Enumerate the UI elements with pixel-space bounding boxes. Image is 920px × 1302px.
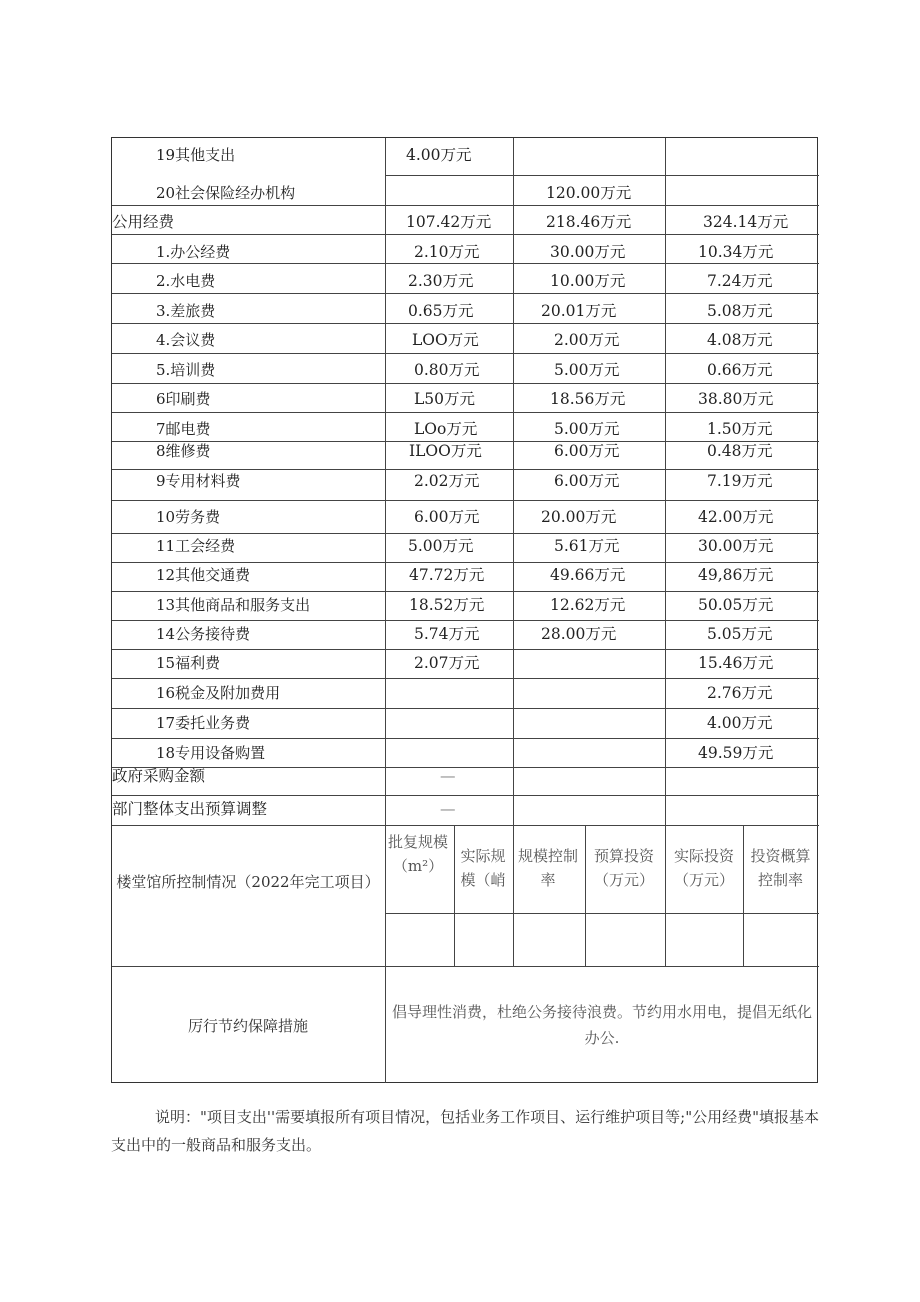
row-label: 14公务接待费 [156,625,251,643]
cell-value: LOO万元 [412,331,479,349]
cell-value: 30.00万元 [550,243,626,261]
cell-value: 6.00万元 [554,472,620,490]
row-label: 10劳务费 [156,508,221,526]
cell-value: 38.80万元 [698,390,774,408]
cell-value: 324.14万元 [703,213,789,231]
cell-value: 5.00万元 [554,361,620,379]
cell-value: 0.65万元 [408,302,474,320]
row-label: 11工会经费 [156,537,236,555]
cell-value: 1.50万元 [707,420,773,438]
row-label: 5.培训费 [156,361,216,379]
header-actual-scale: 实际规模（峭 [460,847,506,889]
cell-value: 4.08万元 [707,331,773,349]
table-note: 说明："项目支出''需要填报所有项目情况，包括业务工作项目、运行维护项目等;"公用经费"填报基本支出中的一般商品和服务支出。 [111,1108,820,1154]
row-label: 3.差旅费 [156,302,216,320]
cell-value: 20.00万元 [541,508,617,526]
cell-value: 28.00万元 [541,625,617,643]
cell-value: 5.08万元 [707,302,773,320]
row-label: 18专用设备购置 [156,744,266,762]
row-label: 9专用材料费 [156,472,241,490]
row-label: 部门整体支出预算调整 [112,800,268,818]
cell-value: 0.80万元 [414,361,480,379]
header-approved-scale: 批复规模（m²） [387,833,448,875]
row-label: 8维修费 [156,442,211,460]
cell-value: L50万元 [414,390,476,408]
row-label: 12其他交通费 [156,566,251,584]
row-label: 2.水电费 [156,272,216,290]
cell-value: 2.00万元 [554,331,620,349]
cell-value: 6.00万元 [554,442,620,460]
saving-measures-text: 倡导理性消费，杜绝公务接待浪费。节约用水用电，提倡无纸化办公. [391,1003,812,1047]
cell-value: 15.46万元 [698,654,774,672]
row-label: 16税金及附加费用 [156,684,281,702]
cell-value: 2.07万元 [414,654,480,672]
cell-value: 4.00万元 [707,714,773,732]
cell-value: ILOO万元 [409,442,482,460]
cell-value: 107.42万元 [406,213,492,231]
cell-value: 10.00万元 [550,272,626,290]
row-label: 政府采购金额 [112,767,206,785]
cell-value: 49,86万元 [698,566,774,584]
cell-value: 49.59万元 [698,744,774,762]
cell-value: — [440,767,456,785]
cell-value: 5.61万元 [554,537,620,555]
cell-value: 2.02万元 [414,472,480,490]
cell-value: 5.00万元 [408,537,474,555]
row-label: 1.办公经费 [156,243,231,261]
cell-value: 50.05万元 [698,596,774,614]
cell-value: — [440,800,456,818]
row-label: 20社会保险经办机构 [156,184,296,202]
row-label: 6印刷费 [156,390,211,408]
cell-value: LOo万元 [414,420,478,438]
header-scale-control-rate: 规模控制率 [517,847,578,889]
row-label: 4.会议费 [156,331,216,349]
cell-value: 5.00万元 [554,420,620,438]
building-control-label: 楼堂馆所控制情况（2022年完工项目） [116,873,380,891]
cell-value: 12.62万元 [550,596,626,614]
cell-value: 0.48万元 [707,442,773,460]
row-label: 公用经费 [112,213,175,231]
saving-measures-label: 厉行节约保障措施 [187,1017,308,1035]
row-label: 17委托业务费 [156,714,251,732]
header-budget-investment: 预算投资（万元） [593,847,654,889]
cell-value: 120.00万元 [546,184,632,202]
cell-value: 5.74万元 [414,625,480,643]
cell-value: 47.72万元 [409,566,485,584]
cell-value: 18.56万元 [550,390,626,408]
cell-value: 49.66万元 [550,566,626,584]
row-label: 7邮电费 [156,420,211,438]
cell-value: 4.00万元 [406,146,472,164]
cell-value: 42.00万元 [698,508,774,526]
cell-value: 0.66万元 [707,361,773,379]
header-actual-investment: 实际投资（万元） [673,847,734,889]
row-label: 15福利费 [156,654,221,672]
cell-value: 218.46万元 [546,213,632,231]
row-label: 13其他商品和服务支出 [156,596,311,614]
cell-value: 10.34万元 [698,243,774,261]
cell-value: 2.76万元 [707,684,773,702]
cell-value: 7.19万元 [707,472,773,490]
cell-value: 5.05万元 [707,625,773,643]
cell-value: 20.01万元 [541,302,617,320]
cell-value: 6.00万元 [414,508,480,526]
row-label: 19其他支出 [156,146,236,164]
header-investment-control-rate: 投资概算控制率 [750,847,811,889]
cell-value: 2.10万元 [414,243,480,261]
cell-value: 7.24万元 [707,272,773,290]
cell-value: 30.00万元 [698,537,774,555]
cell-value: 18.52万元 [409,596,485,614]
cell-value: 2.30万元 [408,272,474,290]
